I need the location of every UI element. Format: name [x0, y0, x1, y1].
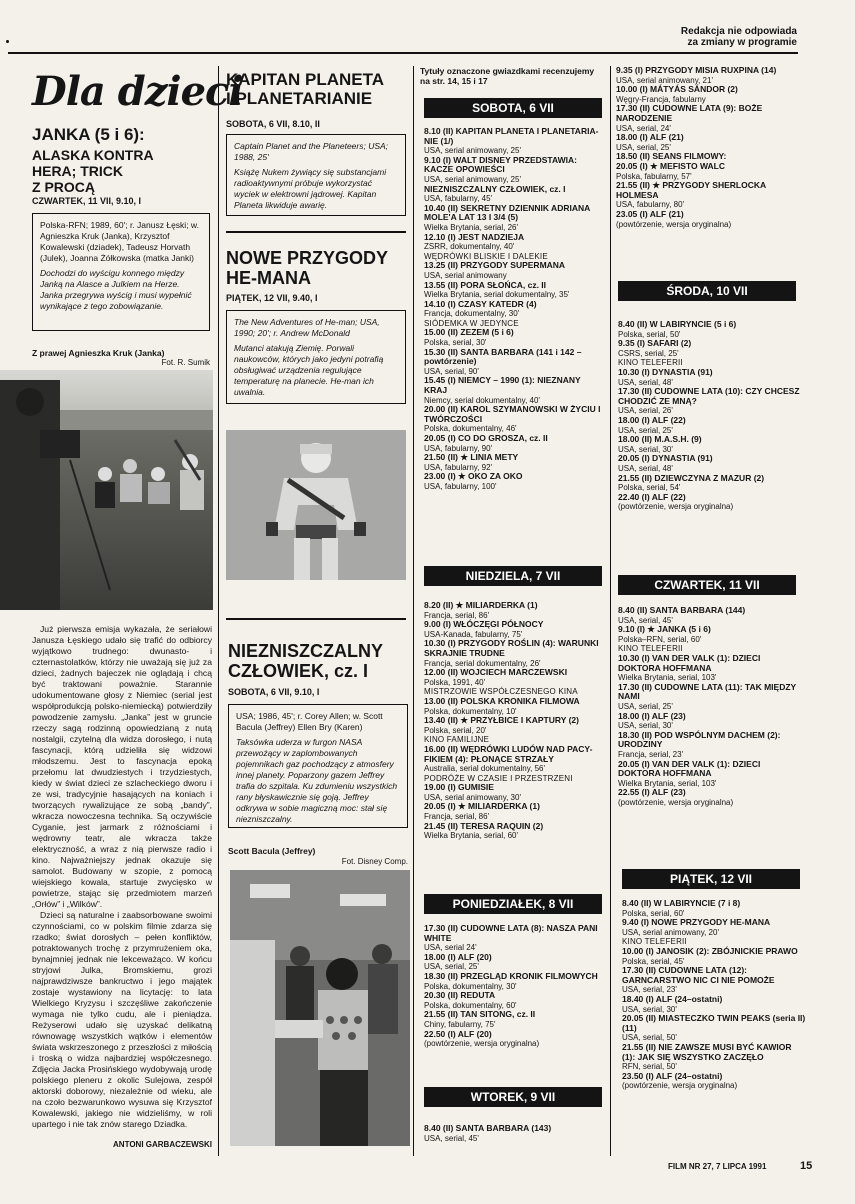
czlowiek-title: NIEZNISZCZALNY CZŁOWIEK, cz. I [228, 641, 383, 681]
footer-issue: FILM NR 27, 7 LIPCA 1991 [668, 1162, 767, 1171]
article-paragraph-2: Dzieci są naturalne i zaabsorbowane swoimi czynnościami, co w polskim filmie zdarza się rzadko; świat dorosłych – pełen konfliktów, potraktowanych trochę z przymrużeniem oka, bynajmniej jednak nie lekceważąco. W końcu stryjowi Julka, Bromskiemu, grozi najprawdziwsze bankructwo i jego majątek zostaje wystawiony na licytację: to lata Wielkiego Kryzysu i szczęśliwe zakończenie wymaga nie tylko cudu, ale i pieniądza. Reżyserowi udało się uzyskać delikatną równowagę wszystkich wątków i elementów świata wskrzeszonego z przeszłości z miłością i troską o widza najbardziej współczesnego. Zdjęcia Jacka Prosińskiego wydobywają urodę polskiego pleneru z okolic Sulejowa, zespół aktorski doborowy, niezależnie od wieku, ale na czoło bezwarunkowo wysuwa się Krzysztof Kowalewski, jakiego nie widzieliśmy, w roli upartego i nie tak znów starego Dziadka. [32, 910, 212, 1129]
kapitan-info-box [226, 134, 406, 216]
program-title: 10.30 (I) PRZYGODY ROŚLIN (4): WARUNKI SKRAJNIE TRUDNE [424, 638, 599, 658]
program-entry [618, 339, 803, 368]
program-entry [618, 368, 803, 387]
heman-photo-image [226, 430, 406, 580]
program-title: 8.20 (II) ★ MILIARDERKA (1) [424, 600, 538, 610]
program-title: 22.50 (I) ALF (20) [424, 1028, 492, 1039]
program-meta: Polska, serial, 60' [622, 908, 685, 918]
program-title: 9.35 (I) SAFARI (2) [618, 338, 692, 349]
program-meta: USA, serial, 23' [622, 985, 677, 995]
program-entry [424, 716, 604, 745]
program-block-label: KINO FAMILIJNE [424, 735, 490, 745]
program-title: 13.00 (II) POLSKA KRONIKA FILMOWA [424, 695, 580, 706]
program-entry [616, 162, 801, 181]
program-meta: USA, serial, 30' [618, 721, 673, 731]
heman-info-box [226, 310, 406, 404]
day-header-piatek: PIĄTEK, 12 VII [622, 869, 800, 889]
schedule-sroda [618, 320, 803, 512]
program-title: 17.30 (II) CUDOWNE LATA (10): CZY CHCESZ CHODZIĆ ZE MNĄ? [618, 386, 800, 406]
program-meta: USA, serial, 45' [618, 615, 673, 625]
heman-photo [226, 430, 406, 580]
program-entry [424, 185, 604, 204]
program-title: 18.40 (I) ALF (24–ostatni) [622, 993, 723, 1004]
program-entry [424, 620, 604, 639]
program-meta: Polska, dokumentalny, 46' [424, 424, 517, 434]
program-meta: USA, serial animowany, 21' [616, 75, 713, 85]
program-entry [424, 233, 604, 262]
program-entry [424, 783, 604, 802]
program-meta: USA, serial, 24' [616, 123, 671, 133]
program-entry [424, 822, 604, 841]
program-entry [618, 654, 803, 683]
day-header-poniedzialek: PONIEDZIAŁEK, 8 VII [424, 894, 602, 914]
program-entry [618, 493, 803, 512]
czlowiek-photo-image [230, 870, 410, 1146]
program-meta: Węgry-Francja, fabularny [616, 94, 706, 104]
janka-caption: Z prawej Agnieszka Kruk (Janka) [32, 348, 165, 358]
program-entry [622, 1043, 807, 1072]
program-entry [424, 156, 604, 185]
program-title: 9.10 (I) WALT DISNEY PRZEDSTAWIA: KACZE OPOWIEŚCI [424, 154, 578, 175]
program-entry [424, 601, 604, 620]
program-block-label: PODRÓŻE W CZASIE I PRZESTRZENI [424, 773, 573, 783]
program-meta: CSRS, serial, 25' [618, 348, 679, 358]
program-entry [618, 683, 803, 712]
program-meta: RFN, serial, 50' [622, 1062, 677, 1072]
czlowiek-photo [230, 870, 410, 1146]
program-title: 17.30 (II) CUDOWNE LATA (11): TAK MIĘDZY NAMI [618, 681, 797, 702]
program-title: 10.30 (I) DYNASTIA (91) [618, 366, 713, 377]
janka-title: JANKA (5 i 6): [32, 125, 145, 144]
program-title: 18.00 (I) ALF (22) [618, 414, 686, 425]
program-entry [424, 972, 604, 991]
program-title: 18.00 (I) ALF (23) [618, 710, 686, 721]
janka-subtitle: ALASKA KONTRA HERA; TRICK Z PROCĄ [32, 147, 154, 195]
program-meta: USA, fabularny, 92' [424, 462, 493, 472]
janka-info-box [32, 213, 210, 331]
schedule-piatek [622, 899, 807, 1091]
heman-title: NOWE PRZYGODY HE-MANA [226, 248, 389, 288]
program-title: 10.00 (I) JANOSIK (2): ZBÓJNICKIE PRAWO [622, 945, 798, 956]
program-title: 21.50 (II) ★ LINIA METY [424, 452, 519, 463]
program-title: 18.30 (II) PRZEGLĄD KRONIK FILMOWYCH [424, 970, 598, 981]
program-entry [424, 328, 604, 347]
program-title: 8.40 (II) W LABIRYNCIE (7 i 8) [622, 898, 741, 908]
program-entry [618, 387, 803, 416]
program-title: 20.30 (II) REDUTA [424, 990, 496, 1001]
program-title: 9.10 (I) ★ JANKA (5 i 6) [618, 624, 711, 635]
heman-date: PIĄTEK, 12 VII, 9.40, I [226, 293, 318, 303]
program-meta: Wielka Brytania, serial, 60' [424, 831, 519, 841]
program-title: 21.55 (II) ★ PRZYGODY SHERLOCKA HOLMESA [616, 180, 766, 200]
program-meta: USA, serial, 30' [622, 1004, 677, 1014]
program-meta: USA, serial, 25' [616, 142, 671, 152]
program-title: 8.40 (II) SANTA BARBARA (144) [618, 605, 746, 615]
program-meta: USA, serial animowany, 25' [424, 174, 521, 184]
program-meta: Polska, dokumentalny, 60' [424, 1000, 517, 1010]
program-meta: Chiny, fabularny, 75' [424, 1019, 496, 1029]
program-meta: Wielka Brytania, serial, 103' [618, 673, 717, 683]
program-entry [618, 731, 803, 760]
program-title: 21.45 (II) TERESA RAQUIN (2) [424, 820, 544, 831]
program-entry [424, 261, 604, 280]
top-rule [8, 52, 798, 54]
header-note: Redakcja nie odpowiada za zmiany w programie [680, 26, 797, 48]
janka-info: Polska-RFN; 1989, 60'; r. Janusz Łęski; w. Agnieszka Kruk (Janka), Krzysztof Kowalewski (dziadek), Tadeusz Horvath (Julek), Joanna Żółkowska (matka Janki) [40, 220, 199, 263]
program-entry [618, 760, 803, 789]
program-entry [424, 639, 604, 668]
program-title: 17.30 (II) CUDOWNE LATA (12): GARNCARSTWO NIC CI NIE POMOŻE [622, 965, 775, 985]
program-title: 18.00 (II) M.A.S.H. (9) [618, 434, 702, 445]
program-meta: Polska, serial, 30' [424, 338, 487, 348]
program-title: 19.00 (I) GUMISIE [424, 782, 494, 793]
program-meta: (powtórzenie, wersja oryginalna) [424, 1039, 540, 1049]
program-title: 10.30 (I) VAN DER VALK (1): DZIECI DOKTORA HOFFMANA [618, 652, 761, 673]
program-block-label: SIÓDEMKA W JEDYNCE [424, 318, 519, 328]
program-title: 20.05 (II) MIASTECZKO TWIN PEAKS (seria II) (11) [622, 1013, 806, 1033]
program-block-label: MISTRZOWIE WSPÓŁCZESNEGO KINA [424, 687, 578, 697]
program-block-label: KINO TELEFERII [618, 644, 683, 654]
program-title: NIEZNISZCZALNY CZŁOWIEK, cz. I [424, 183, 566, 194]
program-meta: Francja, dokumentalny, 30' [424, 309, 520, 319]
program-entry [618, 454, 803, 473]
program-entry [424, 281, 604, 300]
program-meta: USA, serial animowany, 25' [424, 146, 521, 156]
program-entry [424, 924, 604, 953]
program-meta: USA, serial, 50' [622, 1033, 677, 1043]
day-header-sobota: SOBOTA, 6 VII [424, 98, 602, 118]
heman-info: The New Adventures of He-man; USA, 1990; 20'; r. Andrew McDonald [234, 317, 380, 338]
program-title: 13.40 (II) ★ PRZYŁBICE I KAPTURY (2) [424, 715, 579, 726]
section-logo: Dla dzieci [32, 68, 243, 115]
program-meta: Francja, serial, 86' [424, 812, 490, 822]
program-meta: USA, fabularny, 45' [424, 194, 493, 204]
program-meta: Francja, serial, 23' [618, 749, 684, 759]
program-title: 17.30 (II) CUDOWNE LATA (8): NASZA PANI WHITE [424, 923, 598, 943]
program-entry [622, 947, 807, 966]
program-title: 20.05 (I) CO DO GROSZA, cz. II [424, 433, 548, 443]
program-entry [424, 204, 604, 233]
program-meta: (powtórzenie, wersja oryginalna) [616, 219, 732, 229]
program-entry [424, 802, 604, 821]
program-entry [618, 788, 803, 807]
program-entry [616, 210, 801, 229]
program-entry [424, 1124, 604, 1143]
program-title: 12.00 (II) WOJCIECH MARCZEWSKI [424, 667, 568, 678]
program-meta: Wielka Brytania, serial dokumentalny, 35' [424, 290, 570, 300]
janka-photo [0, 370, 213, 610]
schedule-sobota [424, 127, 604, 492]
kapitan-info: Captain Planet and the Planeteers; USA; 1988, 25' [234, 141, 389, 162]
program-title: 9.00 (I) WŁÓCZĘGI PÓŁNOCY [424, 619, 544, 630]
program-entry [424, 1030, 604, 1049]
program-entry [622, 1072, 807, 1091]
program-meta: Francja, serial dokumentalny, 26' [424, 658, 541, 668]
program-block-label: KINO TELEFERII [622, 937, 687, 947]
program-meta: USA, serial, 25' [424, 962, 479, 972]
heman-desc: Mutanci atakują Ziemię. Porwali naukowców, których jako jedyni potrafią obsługiwać urządzenia regulujące temperaturę na planecie. He-man ich uwalnia. [234, 343, 384, 397]
program-title: 21.55 (II) TAN SITONG, cz. II [424, 1009, 536, 1020]
program-entry [618, 320, 803, 339]
program-entry [622, 966, 807, 995]
page-number: 15 [800, 1160, 813, 1172]
program-meta: Francja, serial, 86' [424, 610, 490, 620]
program-meta: USA, serial animowany, 20' [622, 927, 719, 937]
program-meta: Polska, dokumentalny, 10' [424, 706, 517, 716]
czlowiek-credit: Fot. Disney Comp. [341, 857, 408, 866]
column-rule-3 [610, 66, 611, 1156]
kapitan-title: KAPITAN PLANETA I PLANETARIANIE [226, 70, 385, 108]
schedule-niedziela [424, 601, 604, 841]
kapitan-desc: Książę Nukem żywiący się substancjami radioaktywnymi próbuje wykorzystać wyciek w elektrowni jądrowej. Kapitan Planeta likwiduje awarię. [234, 167, 387, 210]
program-meta: USA, serial, 30' [618, 444, 673, 454]
czlowiek-date: SOBOTA, 6 VII, 9.10, I [228, 687, 320, 697]
czlowiek-desc: Taksówka uderza w furgon NASA przewożący w zaplombowanych pojemnikach gaz pochodzący z atmosfery innej planety. Poparzony gazem Jeffrey trafia do szpitala. Ku zdumieniu wszystkich rany błyskawicznie się goją. Jeffrey odkrywa w sobie magiczną moc: stał się niezniszczalny. [236, 737, 398, 824]
program-entry [618, 474, 803, 493]
program-meta: USA, serial, 48' [618, 463, 673, 473]
program-meta: USA, serial, 25' [618, 425, 673, 435]
dot-mark [6, 40, 9, 43]
article-paragraph-1: Już pierwsza emisja wykazała, że seriałowi Janusza Łęskiego udało się trafić do odbiorcy wyjątkowo trudnego: dwunasto- i czternastolatków, którzy nie uważają się już za dzieci, żadnych bajeczek nie oglądają i chcą być traktowani poważnie. Starannie udokumentowane głosy z Niemiec (serial jest współprodukcją polsko-niemiecką) potwierdziły powodzenie zamysłu. „Janka” jest w gruncie rzeczy sagą rodzinną opowiedzianą z nutą nostalgii, czytelną dla widza dorosłego, i nutą fascynacji, którą udzieliła się widzowi młodszemu. Jest to fascynacja epoką przełomu lat dwudziestych i trzydziestych, kiedy w świat dzieci ze szlacheckiego dworu i ze wsi, tradycyjnie hasających na koniach i tworzących rywalizujące ze sobą „bandy”, wkracza nowoczesna technika. Są oczywiście Cyganie, jest jarmark z różnościami i wędrowny teatr, ale wkracza także elektryczność, a wraz z nią pierwsze radio i kino. Najważniejszy jednak okazuje się samolot. Budowany w szopie, z pomocą wiejskiego kowala, startuje zwycięsko w powietrze, stając się przedmiotem marzeń „Orłów” i „Wilków”. [32, 624, 212, 909]
article [32, 624, 212, 1130]
day-header-sroda: ŚRODA, 10 VII [618, 281, 796, 301]
program-meta: Polska, 1991, 40' [424, 677, 486, 687]
program-title: 8.40 (II) SANTA BARBARA (143) [424, 1123, 552, 1133]
schedule-poniedzialek [424, 924, 604, 1049]
program-title: 22.55 (I) ALF (23) [618, 787, 686, 798]
program-title: 15.45 (I) NIEMCY – 1990 (1): NIEZNANY KRAJ [424, 375, 581, 396]
program-entry [622, 918, 807, 947]
program-entry [424, 300, 604, 329]
program-title: 9.35 (I) PRZYGODY MISIA RUXPINA (14) [616, 65, 777, 75]
program-title: 18.30 (II) POD WSPÓLNYM DACHEM (2): URODZINY [618, 729, 781, 750]
program-meta: Wielka Brytania, serial, 103' [618, 778, 717, 788]
program-entry [616, 181, 801, 210]
janka-photo-image [0, 370, 213, 610]
program-entry [616, 66, 801, 85]
schedule-wtorek-cont [616, 66, 801, 229]
program-entry [618, 416, 803, 435]
program-entry [424, 668, 604, 697]
program-meta: USA, serial, 25' [618, 701, 673, 711]
program-title: 16.00 (II) WĘDRÓWKI LUDÓW NAD PACY-FIKIEM (4): PŁONĄCE STRZAŁY [424, 743, 593, 764]
program-entry [424, 405, 604, 434]
program-entry [616, 133, 801, 152]
program-meta: USA, fabularny, 80' [616, 200, 685, 210]
program-meta: USA, serial, 90' [424, 366, 479, 376]
program-entry [622, 995, 807, 1014]
program-title: 17.30 (II) CUDOWNE LATA (9): BOŻE NARODZENIE [616, 103, 763, 123]
program-title: 21.55 (II) DZIEWCZYNA Z MAZUR (2) [618, 472, 765, 483]
program-meta: USA-Kanada, fabularny, 75' [424, 629, 523, 639]
program-title: 20.05 (I) VAN DER VALK (1): DZIECI DOKTORA HOFFMANA [618, 758, 761, 779]
program-title: 23.05 (I) ALF (21) [616, 208, 684, 219]
program-meta: Polska, dokumentalny, 30' [424, 981, 517, 991]
program-meta: Polska, serial, 20' [424, 725, 487, 735]
program-title: 18.00 (I) ALF (21) [616, 132, 684, 143]
program-entry [424, 745, 604, 783]
program-title: 20.05 (I) ★ MILIARDERKA (1) [424, 801, 540, 812]
program-title: 13.25 (II) PRZYGODY SUPERMANA [424, 260, 566, 271]
program-title: 20.05 (I) ★ MEFISTO WALC [616, 160, 726, 171]
program-entry [424, 127, 604, 156]
program-entry [424, 453, 604, 472]
divider [226, 231, 406, 233]
column-rule-2 [413, 66, 414, 1156]
program-entry [616, 104, 801, 133]
program-meta: USA, serial, 45' [424, 1133, 479, 1143]
program-meta: USA, serial 24' [424, 943, 477, 953]
program-entry [618, 625, 803, 654]
program-meta: USA, serial, 26' [618, 406, 673, 416]
janka-credit: Fot. R. Sumik [161, 358, 210, 367]
program-title: 18.00 (I) ALF (20) [424, 951, 492, 962]
program-meta: (powtórzenie, wersja oryginalna) [618, 797, 734, 807]
schedule-note: Tytuły oznaczone gwiazdkami recenzujemy na str. 14, 15 i 17 [420, 66, 595, 86]
program-entry [616, 85, 801, 104]
program-entry [424, 472, 604, 491]
program-meta: Polska, serial, 54' [618, 483, 681, 493]
program-meta: (powtórzenie, wersja oryginalna) [622, 1081, 738, 1091]
program-meta: ZSRR, dokumentalny, 40' [424, 242, 515, 252]
program-title: 10.40 (II) SEKRETNY DZIENNIK ADRIANA MOLE'A LAT 13 I 3/4 (5) [424, 202, 590, 223]
czlowiek-caption: Scott Bacula (Jeffrey) [228, 846, 316, 856]
program-meta: Niemcy, serial dokumentalny, 40' [424, 395, 540, 405]
janka-date: CZWARTEK, 11 VII, 9.10, I [32, 196, 142, 206]
program-title: 20.00 (II) KAROL SZYMANOWSKI W ŻYCIU I TWÓRCZOŚCI [424, 404, 601, 424]
program-title: 22.40 (I) ALF (22) [618, 491, 686, 502]
program-title: 20.05 (I) DYNASTIA (91) [618, 453, 713, 464]
kapitan-date: SOBOTA, 6 VII, 8.10, II [226, 119, 320, 129]
program-meta: USA, serial animowany [424, 270, 507, 280]
program-meta: (powtórzenie, wersja oryginalna) [618, 502, 734, 512]
program-title: 10.00 (I) MÁTYÁS SÁNDOR (2) [616, 84, 738, 95]
article-author: ANTONI GARBACZEWSKI [113, 1140, 212, 1149]
program-entry [424, 991, 604, 1010]
program-meta: Wielka Brytania, serial, 26' [424, 222, 519, 232]
column-rule-1 [218, 66, 219, 1156]
janka-desc: Dochodzi do wyścigu konnego między Janką na Alasce a Julkiem na Herze. Janka przegrywa wyścig i musi wypełnić wynikające z tego zobowiązanie. [40, 268, 192, 311]
program-title: 8.10 (II) KAPITAN PLANETA I PLANETARIA-NIE (1/) [424, 126, 599, 146]
program-title: 12.10 (I) JEST NADZIEJA [424, 231, 525, 242]
program-meta: USA, fabularny, 100' [424, 481, 497, 491]
program-block-label: KINO TELEFERII [618, 358, 683, 368]
schedule-czwartek [618, 606, 803, 807]
day-header-czwartek: CZWARTEK, 11 VII [618, 575, 796, 595]
program-title: 18.50 (II) SEANS FILMOWY: [616, 151, 727, 162]
program-title: 14.10 (I) CZASY KATEDR (4) [424, 298, 537, 309]
program-title: 21.55 (II) NIE ZAWSZE MUSI BYĆ KAWIOR (1): JAK SIĘ WSZYSTKO ZACZĘŁO [622, 1041, 792, 1062]
program-title: 15.30 (II) SANTA BARBARA (141 i 142 – powtórzenie) [424, 346, 582, 367]
program-entry [424, 1010, 604, 1029]
czlowiek-info: USA; 1986, 45'; r. Corey Allen; w. Scott Bacula (Jeffrey) Ellen Bry (Karen) [236, 711, 383, 732]
program-entry [618, 606, 803, 625]
program-entry [622, 1014, 807, 1043]
program-meta: USA, serial, 48' [618, 377, 673, 387]
czlowiek-info-box [228, 704, 408, 828]
divider [226, 618, 406, 620]
program-meta: Australia, serial dokumentalny, 56' [424, 764, 545, 774]
program-entry [618, 712, 803, 731]
program-entry [424, 348, 604, 377]
program-meta: Polska, serial, 50' [618, 329, 681, 339]
program-title: 15.00 (II) ZEZEM (5 i 6) [424, 327, 514, 338]
program-entry [424, 434, 604, 453]
program-entry [424, 953, 604, 972]
program-meta: Polska–RFN, serial, 60' [618, 634, 702, 644]
program-meta: USA, fabularny, 90' [424, 443, 493, 453]
program-title: 23.00 (I) ★ OKO ZA OKO [424, 471, 523, 482]
schedule-wtorek [424, 1124, 604, 1143]
program-title: 9.40 (I) NOWE PRZYGODY HE-MANA [622, 917, 771, 928]
program-title: 8.40 (II) W LABIRYNCIE (5 i 6) [618, 319, 737, 329]
program-meta: USA, serial animowany, 30' [424, 792, 521, 802]
day-header-wtorek: WTOREK, 9 VII [424, 1087, 602, 1107]
program-entry [622, 899, 807, 918]
program-title: 13.55 (II) PORA SŁOŃCA, cz. II [424, 279, 547, 290]
day-header-niedziela: NIEDZIELA, 7 VII [424, 566, 602, 586]
program-entry [618, 435, 803, 454]
program-title: 23.50 (I) ALF (24–ostatni) [622, 1070, 723, 1081]
program-meta: Polska, fabularny, 57' [616, 171, 692, 181]
program-entry [424, 697, 604, 716]
program-meta: Polska, serial, 45' [622, 956, 685, 966]
program-block-label: WĘDRÓWKI BLISKIE I DALEKIE [424, 251, 548, 261]
program-entry [424, 376, 604, 405]
